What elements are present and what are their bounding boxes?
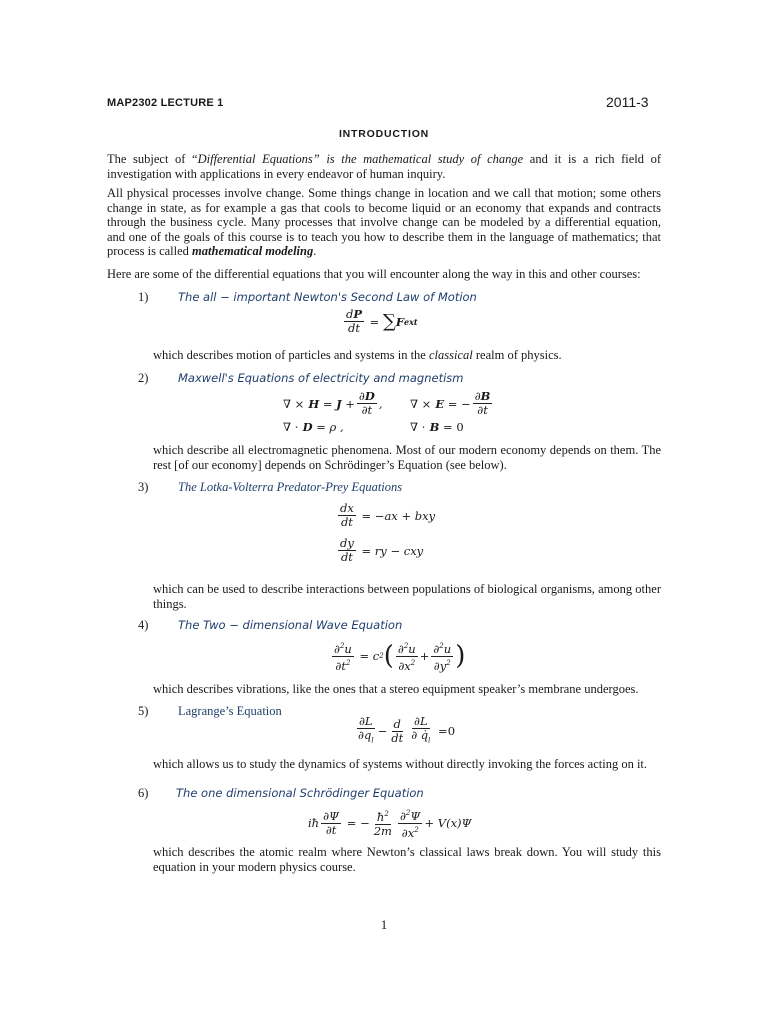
page-title: INTRODUCTION [338, 128, 430, 140]
course-code: MAP2302 LECTURE 1 [107, 97, 224, 109]
equation-6-title: The one dimensional Schrödinger Equation [176, 786, 424, 800]
equation-4-number: 4) [138, 618, 149, 632]
equation-5-description: which allows us to study the dynamics of systems without directly invoking the forces acting on it. [153, 757, 648, 771]
equation-6-description: which describes the atomic realm where Newton’s classical laws break down. You will study this equation in your modern physics course. [153, 845, 661, 874]
equation-maxwell-div-b: ∇ ⋅ B = 0 [410, 420, 464, 434]
equation-2-title: Maxwell's Equations of electricity and magnetism [178, 371, 464, 385]
equation-5-number: 5) [138, 704, 149, 718]
equation-newton: $\frac{dP}{dt}$ = ∑ F ext [346, 307, 418, 335]
equation-3-number: 3) [138, 480, 149, 494]
equation-5-title: Lagrange’s Equation [178, 704, 282, 718]
equation-schrodinger: iħ $\frac{\partial\Psi}{\partial t}$ = − $\frac{ħ^2}{2m}$ $\frac{\partial^2\Psi}{\partial x^2}$ + V(x)Ψ [308, 808, 472, 840]
equation-4-title: The Two − dimensional Wave Equation [178, 618, 403, 632]
term: 2011-3 [606, 94, 649, 110]
equation-1-description: which describes motion of particles and systems in the classical realm of physics. [153, 348, 562, 362]
equation-3-description: which can be used to describe interactions between populations of biological organisms, among other things. [153, 582, 661, 611]
intro-paragraph-1: The subject of “Differential Equations” is the mathematical study of change and it is a rich field of investigation with applications in every endeavor of human inquiry. [107, 152, 661, 181]
intro-paragraph-2: All physical processes involve change. Some things change in location and we call that motion; some others change in state, as for example a gas that cools to become liquid or an economy that expands and contracts through the business cycle. Many processes that involve change can be modeled by a differential equation, and one of the goals of this course is to teach you how to describe them in the language of mathematics; that process is called mathematical modeling. [107, 186, 661, 259]
equation-wave: $\frac{\partial^2u}{\partial t^2}$ = c 2 ( $\frac{\partial^2u}{\partial x^2}$ + $\frac{\partial^2u}{\partial y^2}$ ) [334, 641, 466, 673]
equation-2-number: 2) [138, 371, 149, 385]
intro-paragraph-3: Here are some of the differential equations that you will encounter along the way in this and other courses: [107, 267, 641, 281]
equation-lagrange: $\frac{\partial L}{\partial q_l}$ − $\frac{d}{dt}$ $\frac{\partial L}{\partial q̇_l}$ = 0 [358, 714, 456, 745]
equation-4-description: which describes vibrations, like the ones that a stereo equipment speaker’s membrane undergoes. [153, 682, 639, 696]
equation-1-title: The all − important Newton's Second Law of Motion [178, 290, 477, 304]
equation-lotka-y: $\frac{dy}{dt}$ = ry − cxy [340, 536, 424, 564]
equation-2-description: which describe all electromagnetic phenomena. Most of our modern economy depends on them. The rest [of our economy] depends on Schrödinger’s Equation (see below). [153, 443, 661, 472]
equation-maxwell-curl-e: ∇ × E = − $\frac{\partial B}{\partial t}$ [410, 389, 491, 417]
page-number: 1 [380, 917, 388, 932]
equation-maxwell-div-d: ∇ ⋅ D = ρ , [283, 420, 344, 434]
equation-6-number: 6) [138, 786, 149, 800]
equation-1-number: 1) [138, 290, 149, 304]
equation-lotka-x: $\frac{dx}{dt}$ = −ax + bxy [340, 501, 436, 529]
equation-maxwell-curl-h: ∇ × H = J + $\frac{\partial D}{\partial t}$ , [283, 389, 383, 417]
equation-3-title: The Lotka-Volterra Predator-Prey Equations [178, 480, 403, 494]
